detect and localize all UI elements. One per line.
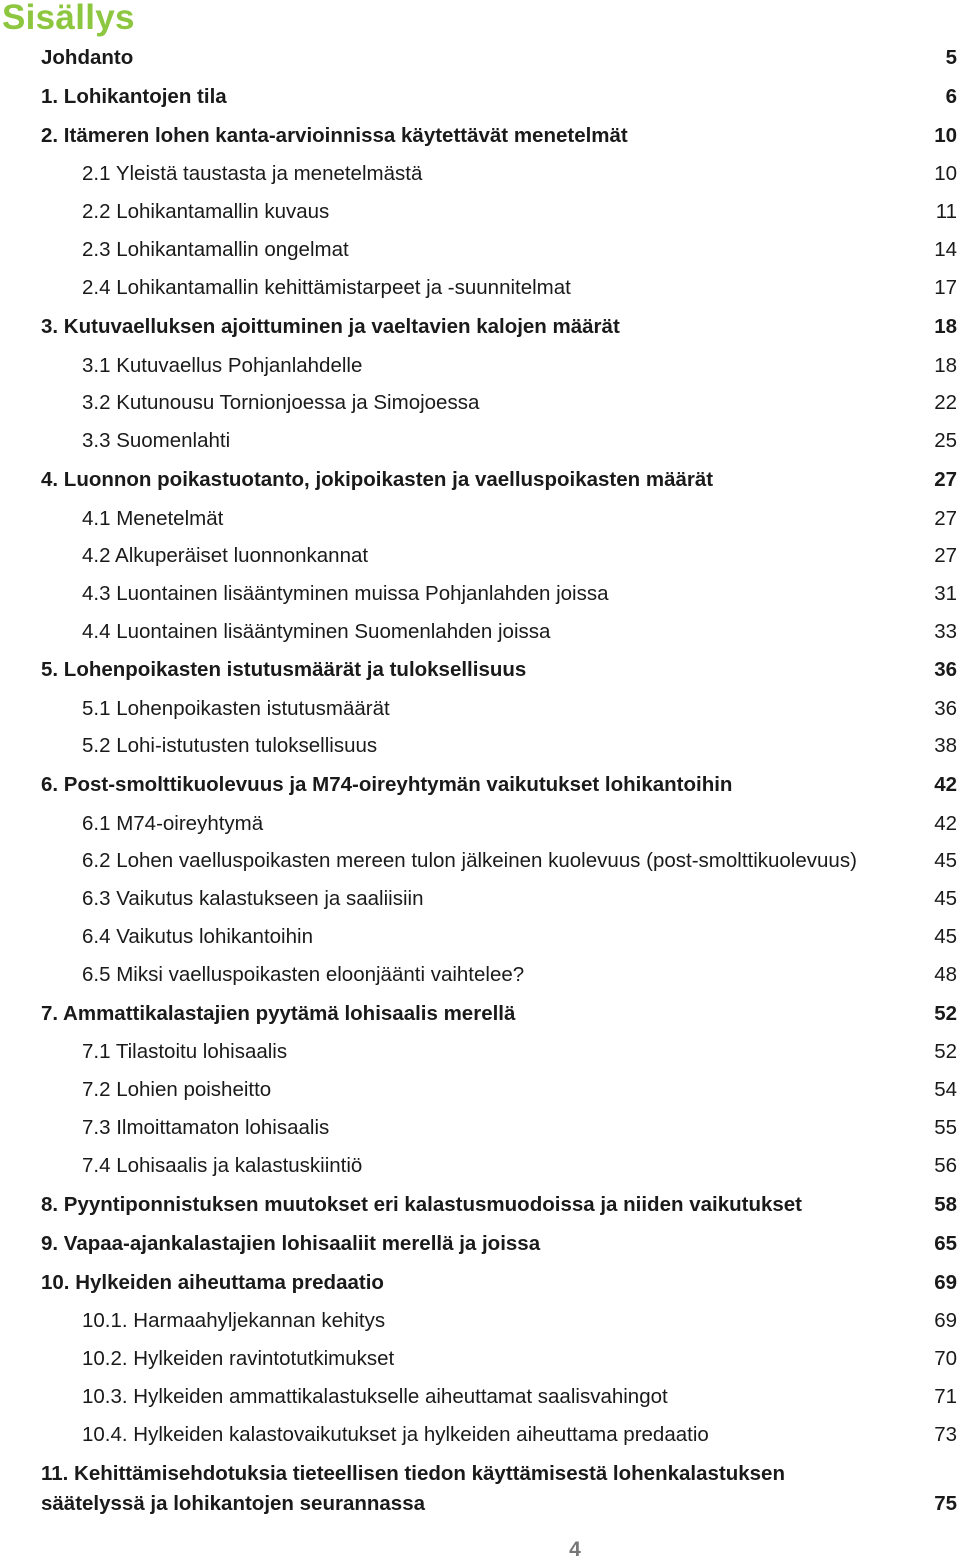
toc-entry-page: 11 bbox=[935, 200, 957, 223]
toc-chapter-entry[interactable] bbox=[41, 1190, 957, 1220]
toc-section-entry[interactable] bbox=[82, 960, 957, 990]
toc-chapter-entry[interactable] bbox=[41, 465, 957, 495]
toc-section-entry[interactable] bbox=[82, 1075, 957, 1105]
toc-section-entry[interactable] bbox=[82, 1382, 957, 1412]
toc-entry-page: 52 bbox=[934, 1040, 957, 1063]
toc-entry-page: 52 bbox=[934, 1002, 957, 1025]
toc-entry-label: 6. Post-smolttikuolevuus ja M74-oireyhtymän vaikutukset lohikantoihin bbox=[41, 773, 733, 796]
toc-section-entry[interactable] bbox=[82, 1420, 957, 1450]
toc-chapter-entry[interactable] bbox=[41, 999, 957, 1029]
toc-section-entry[interactable] bbox=[82, 1113, 957, 1143]
toc-entry-page: 17 bbox=[934, 276, 957, 299]
toc-entry-page: 31 bbox=[934, 582, 957, 605]
toc-section-entry[interactable] bbox=[82, 694, 957, 724]
toc-section-entry[interactable] bbox=[82, 504, 957, 534]
toc-entry-page: 75 bbox=[934, 1492, 957, 1515]
toc-entry-page: 48 bbox=[934, 963, 957, 986]
toc-entry-label-line: säätelyssä ja lohikantojen seurannassa bbox=[41, 1492, 425, 1515]
toc-entry-page: 18 bbox=[934, 354, 957, 377]
toc-chapter-entry[interactable] bbox=[41, 82, 957, 112]
toc-entry-page: 65 bbox=[934, 1232, 957, 1255]
toc-entry-label: 6.4 Vaikutus lohikantoihin bbox=[82, 925, 313, 948]
toc-entry-label: 4.1 Menetelmät bbox=[82, 507, 224, 530]
toc-entry-page: 69 bbox=[934, 1309, 957, 1332]
toc-entry-label: 7.3 Ilmoittamaton lohisaalis bbox=[82, 1116, 330, 1139]
toc-entry-label: 3. Kutuvaelluksen ajoittuminen ja vaeltavien kalojen määrät bbox=[41, 315, 620, 338]
toc-entry-page: 42 bbox=[934, 812, 957, 835]
toc-entry-label: 4.4 Luontainen lisääntyminen Suomenlahden joissa bbox=[82, 620, 551, 643]
toc-entry-page: 55 bbox=[934, 1116, 957, 1139]
toc-section-entry[interactable] bbox=[82, 846, 957, 876]
toc-entry-label: 7.1 Tilastoitu lohisaalis bbox=[82, 1040, 288, 1063]
toc-section-entry[interactable] bbox=[82, 579, 957, 609]
toc-entry-page: 69 bbox=[934, 1271, 957, 1294]
toc-chapter-entry[interactable] bbox=[41, 770, 957, 800]
toc-entry-page: 54 bbox=[934, 1078, 957, 1101]
toc-entry-page: 5 bbox=[945, 46, 957, 69]
toc-entry-label: 4.3 Luontainen lisääntyminen muissa Pohjanlahden joissa bbox=[82, 582, 609, 605]
toc-entry-page: 22 bbox=[934, 391, 957, 414]
toc-chapter-entry[interactable] bbox=[41, 121, 957, 151]
toc-entry-label bbox=[41, 1459, 785, 1519]
toc-section-entry[interactable] bbox=[82, 159, 957, 189]
toc-entry-label: 7.4 Lohisaalis ja kalastuskiintiö bbox=[82, 1154, 363, 1177]
toc-entry-label: 6.2 Lohen vaelluspoikasten mereen tulon jälkeinen kuolevuus (post-smolttikuolevuus) bbox=[82, 849, 857, 872]
toc-section-entry[interactable] bbox=[82, 731, 957, 761]
toc-section-entry[interactable] bbox=[82, 884, 957, 914]
toc-entry-page: 6 bbox=[945, 85, 957, 108]
toc-entry-page: 27 bbox=[934, 507, 957, 530]
toc-chapter-entry[interactable] bbox=[41, 312, 957, 342]
toc-entry-page: 58 bbox=[934, 1193, 957, 1216]
toc-entry-label: 8. Pyyntiponnistuksen muutokset eri kalastusmuodoissa ja niiden vaikutukset bbox=[41, 1193, 802, 1216]
toc-section-entry[interactable] bbox=[82, 809, 957, 839]
toc-entry-page: 10 bbox=[934, 162, 957, 185]
toc-entry-page: 42 bbox=[934, 773, 957, 796]
toc-entry-page: 27 bbox=[934, 468, 957, 491]
toc-section-entry[interactable] bbox=[82, 1037, 957, 1067]
toc-section-entry[interactable] bbox=[82, 235, 957, 265]
toc-section-entry[interactable] bbox=[82, 197, 957, 227]
toc-entry-label: 5.2 Lohi-istutusten tuloksellisuus bbox=[82, 734, 378, 757]
toc-chapter-entry[interactable] bbox=[41, 43, 957, 73]
toc-entry-label: 5. Lohenpoikasten istutusmäärät ja tuloksellisuus bbox=[41, 658, 527, 681]
toc-section-entry[interactable] bbox=[82, 617, 957, 647]
toc-entry-label: 10.3. Hylkeiden ammattikalastukselle aiheuttamat saalisvahingot bbox=[82, 1385, 668, 1408]
toc-entry-label: 3.2 Kutunousu Tornionjoessa ja Simojoessa bbox=[82, 391, 480, 414]
toc-entry-label: 2. Itämeren lohen kanta-arvioinnissa käytettävät menetelmät bbox=[41, 124, 628, 147]
toc-entry-page: 73 bbox=[934, 1423, 957, 1446]
toc-entry-page: 45 bbox=[934, 887, 957, 910]
toc-section-entry[interactable] bbox=[82, 1306, 957, 1336]
toc-chapter-entry[interactable] bbox=[41, 655, 957, 685]
toc-entry-page: 10 bbox=[934, 124, 957, 147]
toc-entry-label: 10.2. Hylkeiden ravintotutkimukset bbox=[82, 1347, 395, 1370]
toc-section-entry[interactable] bbox=[82, 388, 957, 418]
toc-entry-page: 56 bbox=[934, 1154, 957, 1177]
toc-entry-label: 2.2 Lohikantamallin kuvaus bbox=[82, 200, 330, 223]
footer-page-number: 4 bbox=[569, 1538, 581, 1561]
toc-entry-page: 38 bbox=[934, 734, 957, 757]
toc-entry-label: 10. Hylkeiden aiheuttama predaatio bbox=[41, 1271, 384, 1294]
toc-entry-page: 45 bbox=[934, 849, 957, 872]
toc-section-entry[interactable] bbox=[82, 426, 957, 456]
toc-entry-page: 25 bbox=[934, 429, 957, 452]
toc-entry-label: 9. Vapaa-ajankalastajien lohisaaliit merellä ja joissa bbox=[41, 1232, 541, 1255]
toc-entry-label: 6.3 Vaikutus kalastukseen ja saaliisiin bbox=[82, 887, 424, 910]
toc-entry-page: 27 bbox=[934, 544, 957, 567]
toc-chapter-entry[interactable] bbox=[41, 1229, 957, 1259]
toc-entry-page: 71 bbox=[934, 1385, 957, 1408]
toc-entry-label: 5.1 Lohenpoikasten istutusmäärät bbox=[82, 697, 390, 720]
toc-entry-label: 3.3 Suomenlahti bbox=[82, 429, 231, 452]
toc-entry-label: 4.2 Alkuperäiset luonnonkannat bbox=[82, 544, 369, 567]
toc-entry-label: 7. Ammattikalastajien pyytämä lohisaalis merellä bbox=[41, 1002, 516, 1025]
toc-entry-page: 70 bbox=[934, 1347, 957, 1370]
toc-entry-label-line: 11. Kehittämisehdotuksia tieteellisen tiedon käyttämisestä lohenkalastuksen bbox=[41, 1462, 785, 1485]
toc-entry-label: Johdanto bbox=[41, 46, 134, 69]
toc-section-entry[interactable] bbox=[82, 541, 957, 571]
toc-section-entry[interactable] bbox=[82, 273, 957, 303]
toc-section-entry[interactable] bbox=[82, 1151, 957, 1181]
toc-entry-label: 3.1 Kutuvaellus Pohjanlahdelle bbox=[82, 354, 363, 377]
toc-entry-label: 6.5 Miksi vaelluspoikasten eloonjäänti vaihtelee? bbox=[82, 963, 525, 986]
toc-section-entry[interactable] bbox=[82, 922, 957, 952]
toc-entry-label: 4. Luonnon poikastuotanto, jokipoikasten ja vaelluspoikasten määrät bbox=[41, 468, 714, 491]
toc-entry-label: 2.4 Lohikantamallin kehittämistarpeet ja -suunnitelmat bbox=[82, 276, 571, 299]
toc-entry-label: 10.1. Harmaahyljekannan kehitys bbox=[82, 1309, 386, 1332]
toc-entry-page: 45 bbox=[934, 925, 957, 948]
toc-entry-label: 10.4. Hylkeiden kalastovaikutukset ja hylkeiden aiheuttama predaatio bbox=[82, 1423, 709, 1446]
toc-entry-label: 2.1 Yleistä taustasta ja menetelmästä bbox=[82, 162, 423, 185]
toc-entry-label: 1. Lohikantojen tila bbox=[41, 85, 227, 108]
page-title: Sisällys bbox=[2, 0, 135, 37]
toc-entry-page: 18 bbox=[934, 315, 957, 338]
toc-section-entry[interactable] bbox=[82, 1344, 957, 1374]
toc-section-entry[interactable] bbox=[82, 351, 957, 381]
toc-entry-page: 36 bbox=[934, 697, 957, 720]
toc-chapter-entry[interactable] bbox=[41, 1459, 957, 1519]
toc-chapter-entry[interactable] bbox=[41, 1268, 957, 1298]
toc-entry-page: 36 bbox=[934, 658, 957, 681]
toc-entry-label: 6.1 M74-oireyhtymä bbox=[82, 812, 264, 835]
toc-entry-page: 33 bbox=[934, 620, 957, 643]
toc-entry-page: 14 bbox=[934, 238, 957, 261]
toc-entry-label: 7.2 Lohien poisheitto bbox=[82, 1078, 272, 1101]
toc-entry-label: 2.3 Lohikantamallin ongelmat bbox=[82, 238, 349, 261]
